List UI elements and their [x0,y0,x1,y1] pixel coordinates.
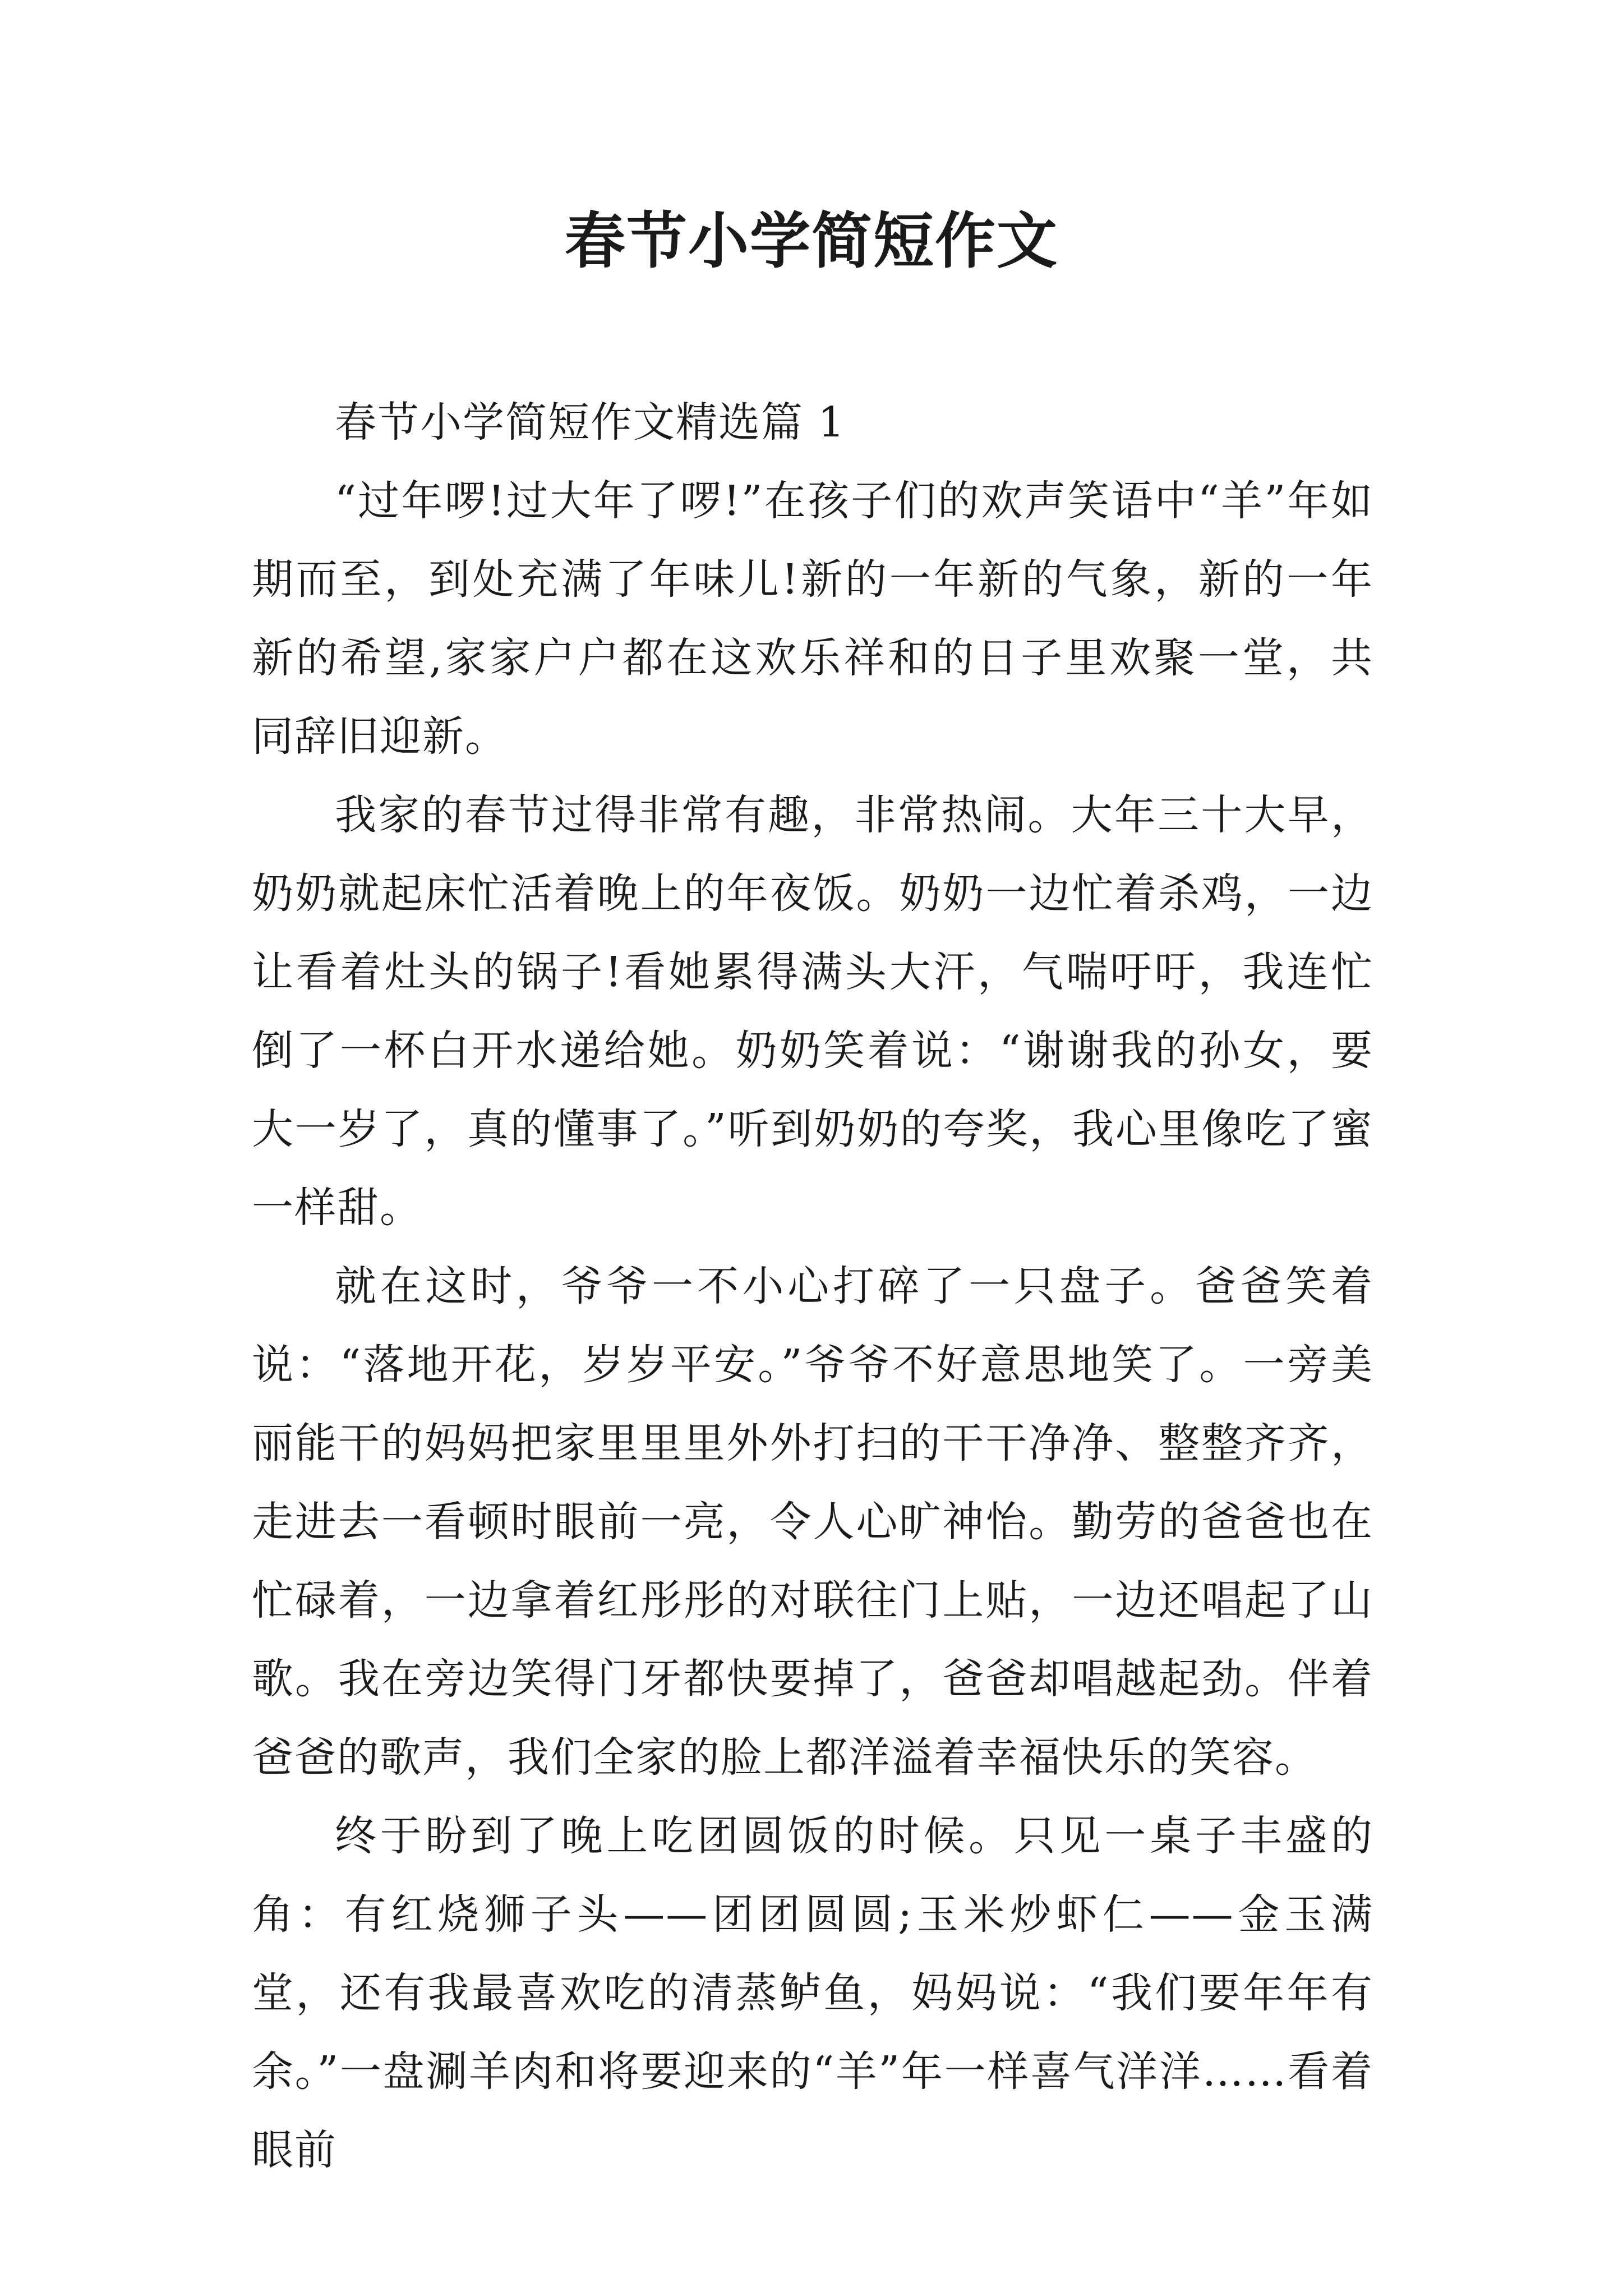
section-heading: 春节小学简短作文精选篇 1 [335,398,846,447]
paragraph-1: “过年啰!过大年了啰!”在孩子们的欢声笑语中“羊”年如期而至，到处充满了年味儿!新的一年新的气象，新的一年新的希望,家家户户都在这欢乐祥和的日子里欢聚一堂，共同辞旧迎新。 [252,477,1373,761]
document-body [252,383,1373,2189]
paragraph-3: 就在这时，爷爷一不小心打碎了一只盘子。爸爸笑着说：“落地开花，岁岁平安。”爷爷不好意思地笑了。一旁美丽能干的妈妈把家里里里外外打扫的干干净净、整整齐齐，走进去一看顿时眼前一亮，令人心旷神怡。勤劳的爸爸也在忙碌着，一边拿着红彤彤的对联往门上贴，一边还唱起了山歌。我在旁边笑得门牙都快要掉了，爸爸却唱越起劲。伴着爸爸的歌声，我们全家的脸上都洋溢着幸福快乐的笑容。 [252,1262,1373,1782]
paragraph-4: 终于盼到了晚上吃团圆饭的时候。只见一桌子丰盛的角：有红烧狮子头——团团圆圆;玉米炒虾仁——金玉满堂，还有我最喜欢吃的清蒸鲈鱼，妈妈说：“我们要年年有余。”一盘涮羊肉和将要迎来的“羊”年一样喜气洋洋……看着眼前 [252,1812,1373,2174]
paragraph-2: 我家的春节过得非常有趣，非常热闹。大年三十大早，奶奶就起床忙活着晚上的年夜饭。奶奶一边忙着杀鸡，一边让看着灶头的锅子!看她累得满头大汗，气喘吁吁，我连忙倒了一杯白开水递给她。奶奶笑着说：“谢谢我的孙女，要大一岁了，真的懂事了。”听到奶奶的夸奖，我心里像吃了蜜一样甜。 [252,791,1373,1232]
document-title: 春节小学简短作文 [564,206,1058,277]
